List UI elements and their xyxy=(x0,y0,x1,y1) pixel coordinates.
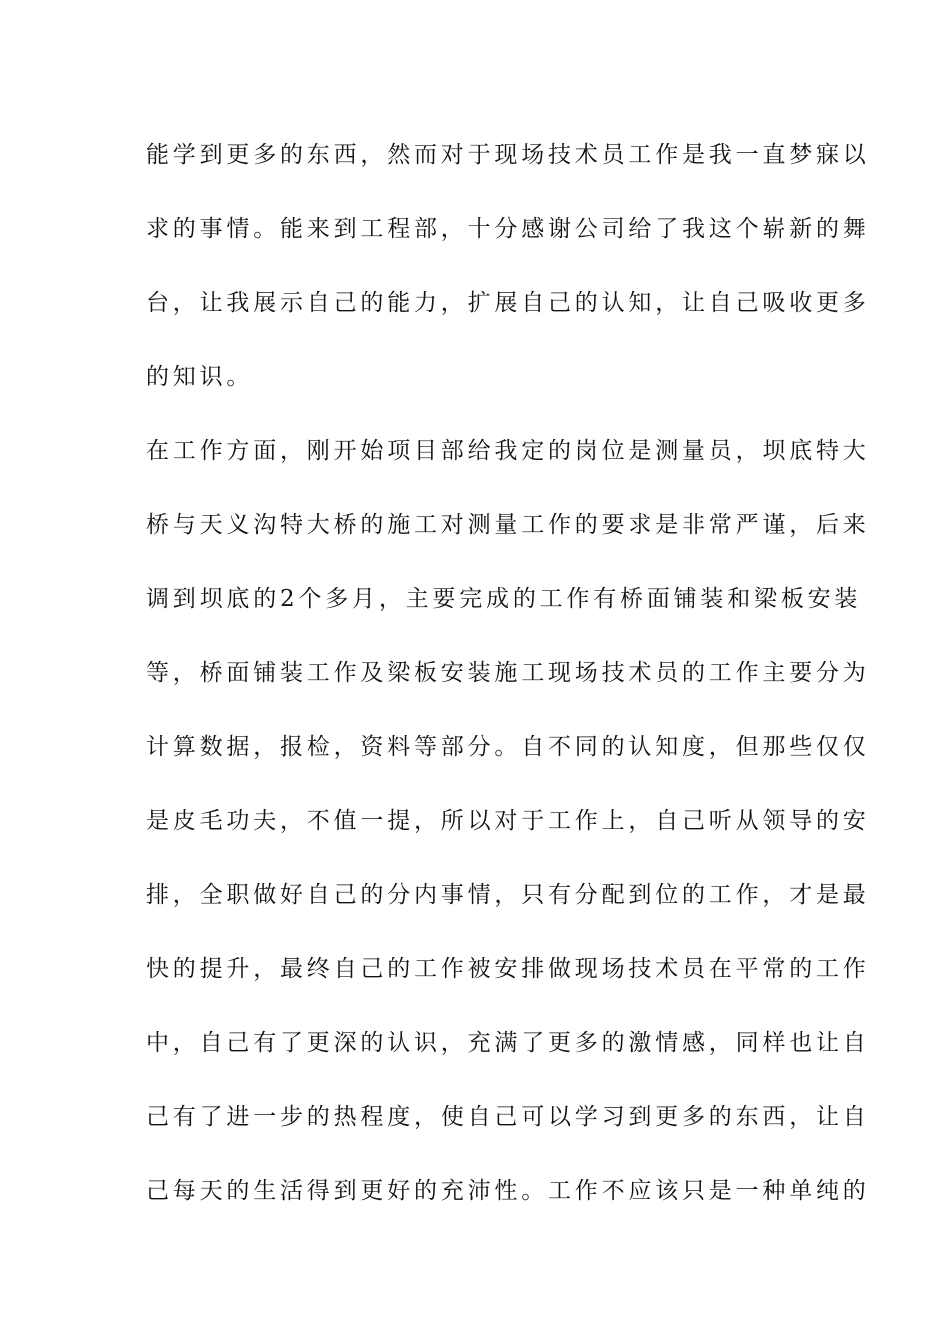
text-line-10: 是皮毛功夫，不值一提，所以对于工作上，自己听从领导的安 xyxy=(146,808,870,834)
text-line-13: 中，自己有了更深的认识，充满了更多的激情感，同样也让自 xyxy=(146,1030,870,1056)
text-line-4: 的知识。 xyxy=(146,364,254,390)
document-body xyxy=(146,133,870,1243)
text-line-8: 等，桥面铺装工作及梁板安装施工现场技术员的工作主要分为 xyxy=(146,660,870,686)
text-line-12: 快的提升，最终自己的工作被安排做现场技术员在平常的工作 xyxy=(146,956,870,982)
text-line-15: 己每天的生活得到更好的充沛性。工作不应该只是一种单纯的 xyxy=(146,1178,870,1204)
text-line-11: 排，全职做好自己的分内事情，只有分配到位的工作，才是最 xyxy=(146,882,870,908)
text-line-2: 求的事情。能来到工程部，十分感谢公司给了我这个崭新的舞 xyxy=(146,216,870,242)
text-line-6: 桥与天义沟特大桥的施工对测量工作的要求是非常严谨，后来 xyxy=(146,512,870,538)
text-line-3: 台，让我展示自己的能力，扩展自己的认知，让自己吸收更多 xyxy=(146,290,870,316)
text-line-9: 计算数据，报检，资料等部分。自不同的认知度，但那些仅仅 xyxy=(146,734,870,760)
text-line-14: 己有了进一步的热程度，使自己可以学习到更多的东西，让自 xyxy=(146,1104,870,1130)
text-line-5: 在工作方面，刚开始项目部给我定的岗位是测量员，坝底特大 xyxy=(146,438,870,464)
text-line-7: 调到坝底的2个多月，主要完成的工作有桥面铺装和梁板安装 xyxy=(146,586,862,612)
text-line-1: 能学到更多的东西，然而对于现场技术员工作是我一直梦寐以 xyxy=(146,142,870,168)
